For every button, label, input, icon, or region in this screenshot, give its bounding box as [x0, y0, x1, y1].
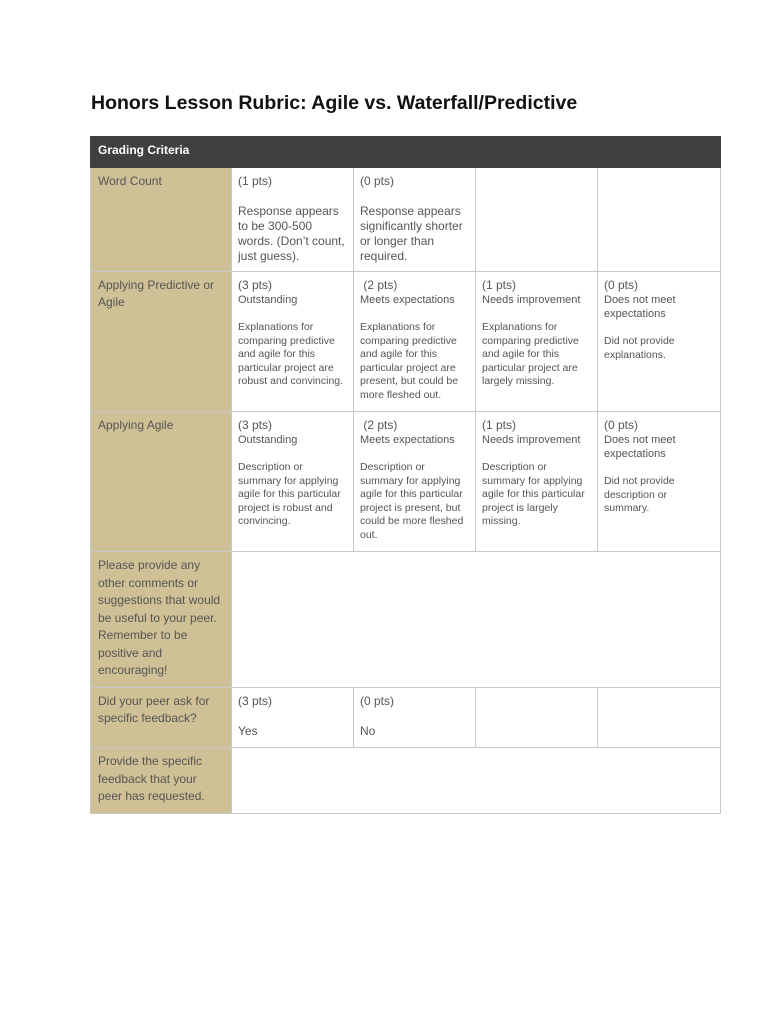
rating-description: Description or summary for applying agile for this particular project is present, but could be more fleshed out.	[360, 461, 464, 541]
rating-description: Explanations for comparing predictive and agile for this particular project are present, but could be more fleshed out.	[360, 321, 459, 401]
rating-description: Yes	[238, 724, 258, 738]
rating-level: Does not meet expectations	[604, 294, 676, 320]
criterion-label: Did your peer ask for specific feedback?	[91, 688, 232, 748]
points-label: (0 pts)	[604, 278, 639, 292]
points-label: (1 pts)	[482, 418, 517, 432]
rating-level: Needs improvement	[482, 434, 581, 446]
rating-cell-empty	[598, 688, 721, 748]
rating-cell-empty	[476, 688, 598, 748]
points-label: (0 pts)	[360, 174, 395, 188]
points-label: (1 pts)	[238, 174, 273, 188]
points-label: (2 pts)	[360, 278, 398, 292]
points-label: (3 pts)	[238, 418, 273, 432]
rating-cell	[232, 168, 354, 272]
rating-description: Response appears to be 300-500 words. (Don’t count, just guess).	[238, 204, 345, 263]
rubric-row-comments	[91, 552, 721, 688]
rating-cell	[598, 412, 721, 552]
rating-cell	[232, 688, 354, 748]
rubric-row-predictive-or-agile	[91, 272, 721, 412]
rating-cell-empty	[598, 168, 721, 272]
rating-cell	[232, 412, 354, 552]
rating-level: Needs improvement	[482, 294, 581, 306]
criterion-label: Word Count	[91, 168, 232, 272]
rating-description: Did not provide description or summary.	[604, 475, 675, 515]
rating-description: Description or summary for applying agile for this particular project is largely missing.	[482, 461, 585, 528]
rubric-row-peer-feedback-request	[91, 688, 721, 748]
specific-feedback-response-area[interactable]	[232, 748, 721, 814]
points-label: (1 pts)	[482, 278, 517, 292]
rating-cell	[354, 688, 476, 748]
rating-level: Meets expectations	[360, 434, 455, 446]
rating-level: Meets expectations	[360, 294, 455, 306]
rating-level: Outstanding	[238, 294, 298, 306]
rubric-row-word-count	[91, 168, 721, 272]
criterion-label: Provide the specific feedback that your peer has requested.	[91, 748, 232, 814]
comments-response-area[interactable]	[232, 552, 721, 688]
points-label: (3 pts)	[238, 278, 273, 292]
criterion-label: Applying Predictive or Agile	[91, 272, 232, 412]
rating-description: Explanations for comparing predictive and agile for this particular project are largely missing.	[482, 321, 579, 388]
rating-description: Description or summary for applying agile for this particular project is robust and convincing.	[238, 461, 341, 528]
criterion-label: Applying Agile	[91, 412, 232, 552]
points-label: (0 pts)	[604, 418, 639, 432]
rating-description: Did not provide explanations.	[604, 335, 675, 361]
rating-description: No	[360, 724, 376, 738]
rating-cell-empty	[476, 168, 598, 272]
points-label: (0 pts)	[360, 694, 395, 708]
rating-description: Explanations for comparing predictive and agile for this particular project are robust and convincing.	[238, 321, 344, 388]
grading-criteria-header: Grading Criteria	[91, 137, 721, 168]
rubric-row-applying-agile	[91, 412, 721, 552]
rating-level: Outstanding	[238, 434, 298, 446]
rating-cell	[476, 272, 598, 412]
header-row	[91, 137, 721, 168]
rating-cell	[476, 412, 598, 552]
points-label: (2 pts)	[360, 418, 398, 432]
rating-description: Response appears significantly shorter or longer than required.	[360, 204, 463, 263]
rating-cell	[354, 272, 476, 412]
rating-cell	[354, 168, 476, 272]
rating-level: Does not meet expectations	[604, 434, 676, 460]
rubric-row-specific-feedback	[91, 748, 721, 814]
criterion-label: Please provide any other comments or suggestions that would be useful to your peer. Remember to be positive and encouraging!	[91, 552, 232, 688]
points-label: (3 pts)	[238, 694, 273, 708]
page-title: Honors Lesson Rubric: Agile vs. Waterfall/Predictive	[91, 92, 578, 114]
rating-cell	[354, 412, 476, 552]
rubric-table	[90, 136, 721, 814]
rating-cell	[232, 272, 354, 412]
rating-cell	[598, 272, 721, 412]
